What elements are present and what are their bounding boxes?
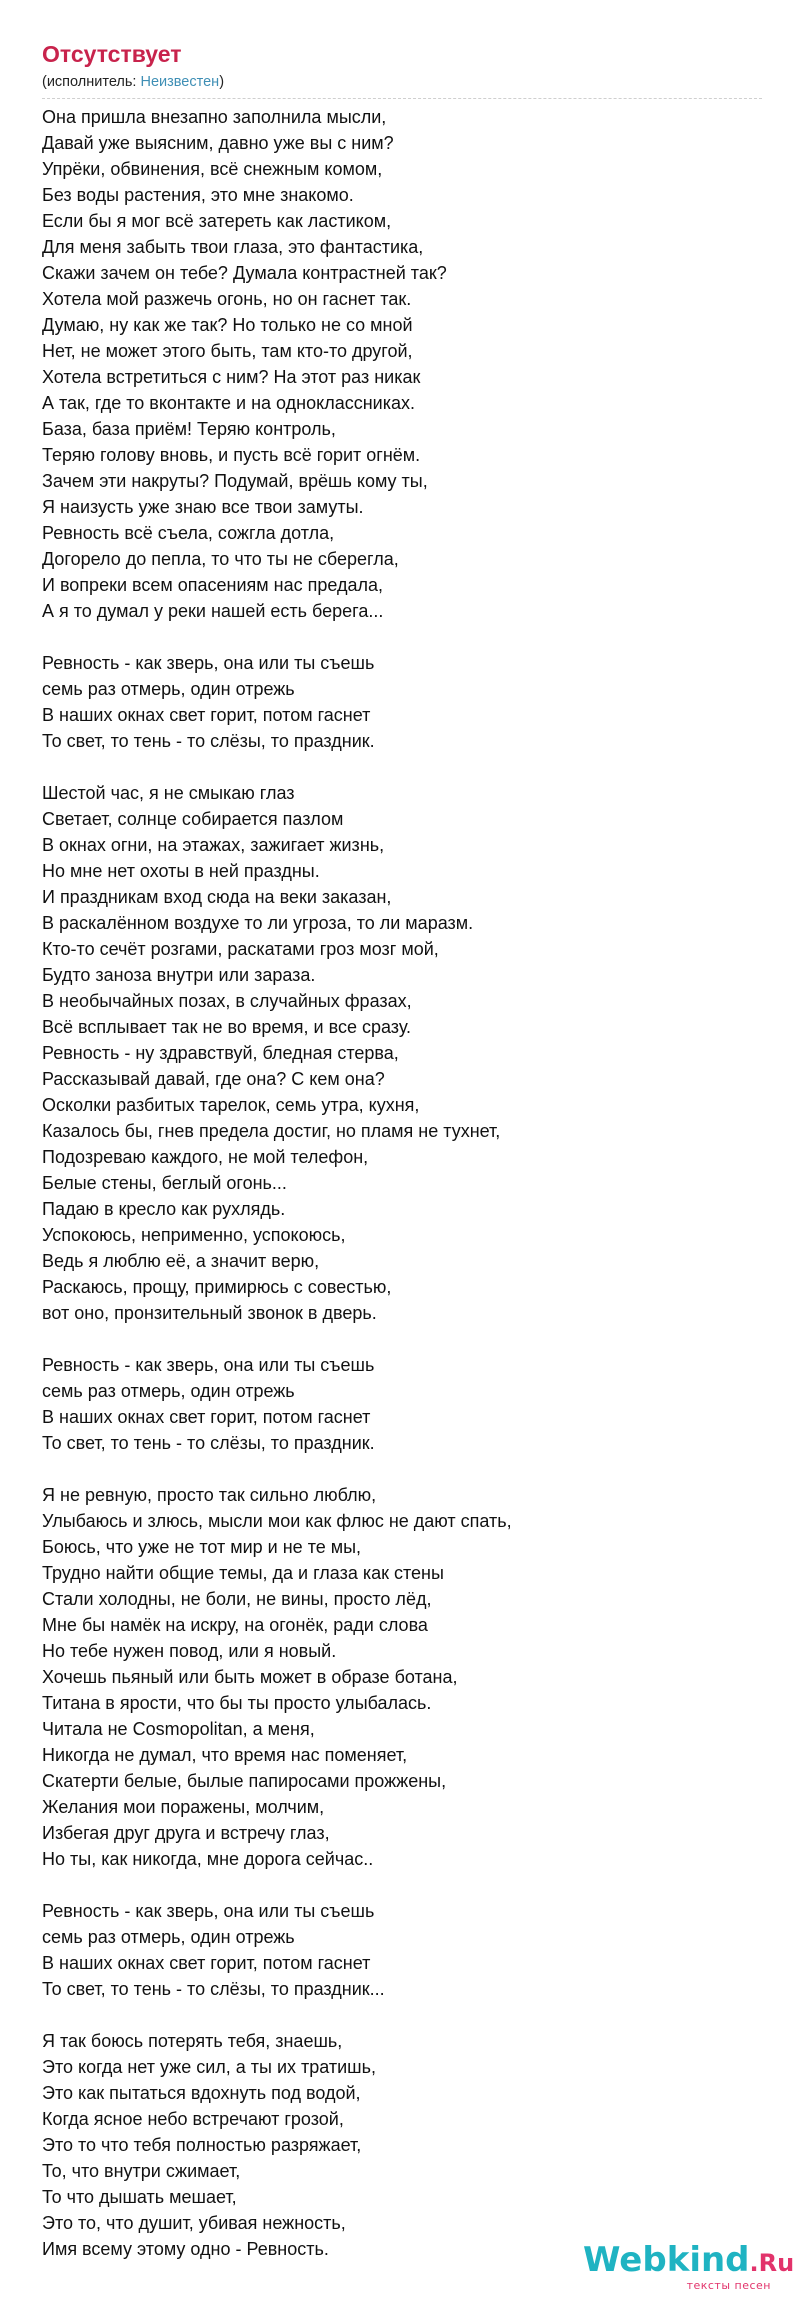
- logo-web: Web: [583, 2240, 667, 2280]
- lyric-line: Без воды растения, это мне знакомо.: [42, 185, 354, 205]
- lyric-line: Для меня забыть твои глаза, это фантастика,: [42, 237, 424, 257]
- lyric-line: А я то думал у реки нашей есть берега...: [42, 601, 384, 621]
- lyric-line: Думаю, ну как же так? Но только не со мной: [42, 315, 413, 335]
- lyric-line: В необычайных позах, в случайных фразах,: [42, 991, 412, 1011]
- lyric-line: Это то что тебя полностью разряжает,: [42, 2135, 362, 2155]
- lyric-line: В окнах огни, на этажах, зажигает жизнь,: [42, 835, 385, 855]
- lyric-line: Скажи зачем он тебе? Думала контрастней так?: [42, 263, 447, 283]
- lyric-line: Теряю голову вновь, и пусть всё горит огнём.: [42, 445, 421, 465]
- lyric-line: Падаю в кресло как рухлядь.: [42, 1199, 286, 1219]
- lyrics-stanza: [42, 1482, 762, 1872]
- lyric-line: А так, где то вконтакте и на одноклассниках.: [42, 393, 415, 413]
- lyric-line: Но мне нет охоты в ней праздны.: [42, 861, 320, 881]
- lyric-line: Хотела мой разжечь огонь, но он гаснет так.: [42, 289, 412, 309]
- lyric-line: Скатерти белые, былые папиросами прожжены,: [42, 1771, 447, 1791]
- header-divider: [42, 98, 762, 99]
- lyric-line: Ревность - как зверь, она или ты съешь: [42, 1901, 375, 1921]
- lyric-line: База, база приём! Теряю контроль,: [42, 419, 336, 439]
- lyric-line: Избегая друг друга и встречу глаз,: [42, 1823, 330, 1843]
- lyric-line: Будто заноза внутри или зараза.: [42, 965, 316, 985]
- lyric-line: То свет, то тень - то слёзы, то праздник.: [42, 731, 375, 751]
- lyric-line: Это как пытаться вдохнуть под водой,: [42, 2083, 361, 2103]
- lyric-line: Никогда не думал, что время нас поменяет,: [42, 1745, 408, 1765]
- lyric-line: Рассказывай давай, где она? С кем она?: [42, 1069, 385, 1089]
- lyric-line: Но тебе нужен повод, или я новый.: [42, 1641, 337, 1661]
- lyric-line: Раскаюсь, прощу, примирюсь с совестью,: [42, 1277, 392, 1297]
- song-title: Отсутствует: [42, 41, 182, 67]
- lyric-line: Всё всплывает так не во время, и все сразу.: [42, 1017, 412, 1037]
- lyric-line: В наших окнах свет горит, потом гаснет: [42, 705, 371, 725]
- artist-prefix: (исполнитель:: [42, 74, 141, 90]
- lyrics-stanza: [42, 650, 762, 754]
- lyric-line: Имя всему этому одно - Ревность.: [42, 2239, 329, 2259]
- lyric-line: Казалось бы, гнев предела достиг, но пламя не тухнет,: [42, 1121, 501, 1141]
- lyric-line: Титана в ярости, что бы ты просто улыбалась.: [42, 1693, 432, 1713]
- lyric-line: семь раз отмерь, один отрежь: [42, 1927, 295, 1947]
- lyric-line: Ревность - как зверь, она или ты съешь: [42, 1355, 375, 1375]
- lyric-line: Нет, не может этого быть, там кто-то другой,: [42, 341, 413, 361]
- logo-kind: kind: [666, 2240, 750, 2280]
- lyric-line: Белые стены, беглый огонь...: [42, 1173, 287, 1193]
- lyric-line: И праздникам вход сюда на веки заказан,: [42, 887, 392, 907]
- lyrics-stanza: [42, 1898, 762, 2002]
- lyric-line: Ревность - ну здравствуй, бледная стерва,: [42, 1043, 399, 1063]
- lyric-line: Мне бы намёк на искру, на огонёк, ради слова: [42, 1615, 428, 1635]
- lyric-line: Я так боюсь потерять тебя, знаешь,: [42, 2031, 343, 2051]
- lyric-line: Ревность - как зверь, она или ты съешь: [42, 653, 375, 673]
- lyric-line: семь раз отмерь, один отрежь: [42, 679, 295, 699]
- lyric-line: Это когда нет уже сил, а ты их тратишь,: [42, 2057, 377, 2077]
- lyric-line: Шестой час, я не смыкаю глаз: [42, 783, 295, 803]
- lyric-line: Желания мои поражены, молчим,: [42, 1797, 325, 1817]
- lyric-line: Я наизусть уже знаю все твои замуты.: [42, 497, 364, 517]
- artist-link[interactable]: Неизвестен: [140, 74, 220, 90]
- lyric-line: Когда ясное небо встречают грозой,: [42, 2109, 344, 2129]
- lyric-line: То что дышать мешает,: [42, 2187, 237, 2207]
- lyric-line: Если бы я мог всё затереть как ластиком,: [42, 211, 392, 231]
- lyrics-stanza: [42, 780, 762, 1326]
- lyric-line: Но ты, как никогда, мне дорога сейчас..: [42, 1849, 374, 1869]
- logo-wordmark: [583, 2240, 795, 2283]
- logo-domain: .Ru: [749, 2249, 795, 2277]
- lyrics-body: [42, 104, 762, 2288]
- song-header: [42, 40, 762, 99]
- lyric-line: Успокоюсь, неприменно, успокоюсь,: [42, 1225, 346, 1245]
- lyrics-stanza: [42, 2028, 762, 2262]
- lyric-line: В раскалённом воздухе то ли угроза, то ли маразм.: [42, 913, 474, 933]
- logo-tagline: тексты песен: [686, 2279, 771, 2292]
- lyric-line: То свет, то тень - то слёзы, то праздник...: [42, 1979, 385, 1999]
- lyric-line: В наших окнах свет горит, потом гаснет: [42, 1953, 371, 1973]
- lyric-line: вот оно, пронзительный звонок в дверь.: [42, 1303, 377, 1323]
- lyric-line: Я не ревную, просто так сильно люблю,: [42, 1485, 377, 1505]
- lyric-line: Ревность всё съела, сожгла дотла,: [42, 523, 335, 543]
- lyric-line: Читала не Cosmopolitan, а меня,: [42, 1719, 315, 1739]
- lyric-line: Упрёки, обвинения, всё снежным комом,: [42, 159, 383, 179]
- lyric-line: Подозреваю каждого, не мой телефон,: [42, 1147, 369, 1167]
- lyric-line: То, что внутри сжимает,: [42, 2161, 241, 2181]
- lyric-line: Светает, солнце собирается пазлом: [42, 809, 344, 829]
- lyric-line: Боюсь, что уже не тот мир и не те мы,: [42, 1537, 362, 1557]
- lyric-line: И вопреки всем опасениям нас предала,: [42, 575, 384, 595]
- lyric-line: Хочешь пьяный или быть может в образе ботана,: [42, 1667, 458, 1687]
- lyric-line: Она пришла внезапно заполнила мысли,: [42, 107, 387, 127]
- lyric-line: Давай уже выясним, давно уже вы с ним?: [42, 133, 394, 153]
- lyric-line: Трудно найти общие темы, да и глаза как стены: [42, 1563, 444, 1583]
- lyric-line: Хотела встретиться с ним? На этот раз никак: [42, 367, 421, 387]
- lyric-line: Кто-то сечёт розгами, раскатами гроз мозг мой,: [42, 939, 439, 959]
- artist-suffix: ): [219, 74, 225, 90]
- lyric-line: Догорело до пепла, то что ты не сберегла,: [42, 549, 399, 569]
- lyric-line: Улыбаюсь и злюсь, мысли мои как флюс не дают спать,: [42, 1511, 512, 1531]
- lyric-line: Осколки разбитых тарелок, семь утра, кухня,: [42, 1095, 420, 1115]
- lyrics-stanza: [42, 1352, 762, 1456]
- lyric-line: Стали холодны, не боли, не вины, просто лёд,: [42, 1589, 432, 1609]
- lyric-line: Это то, что душит, убивая нежность,: [42, 2213, 346, 2233]
- lyric-line: Ведь я люблю её, а значит верю,: [42, 1251, 320, 1271]
- artist-line: [42, 72, 762, 92]
- lyric-line: В наших окнах свет горит, потом гаснет: [42, 1407, 371, 1427]
- lyric-line: То свет, то тень - то слёзы, то праздник.: [42, 1433, 375, 1453]
- lyrics-stanza: [42, 104, 762, 624]
- webkind-logo[interactable]: [583, 2240, 795, 2300]
- lyric-line: Зачем эти накруты? Подумай, врёшь кому ты,: [42, 471, 428, 491]
- lyric-line: семь раз отмерь, один отрежь: [42, 1381, 295, 1401]
